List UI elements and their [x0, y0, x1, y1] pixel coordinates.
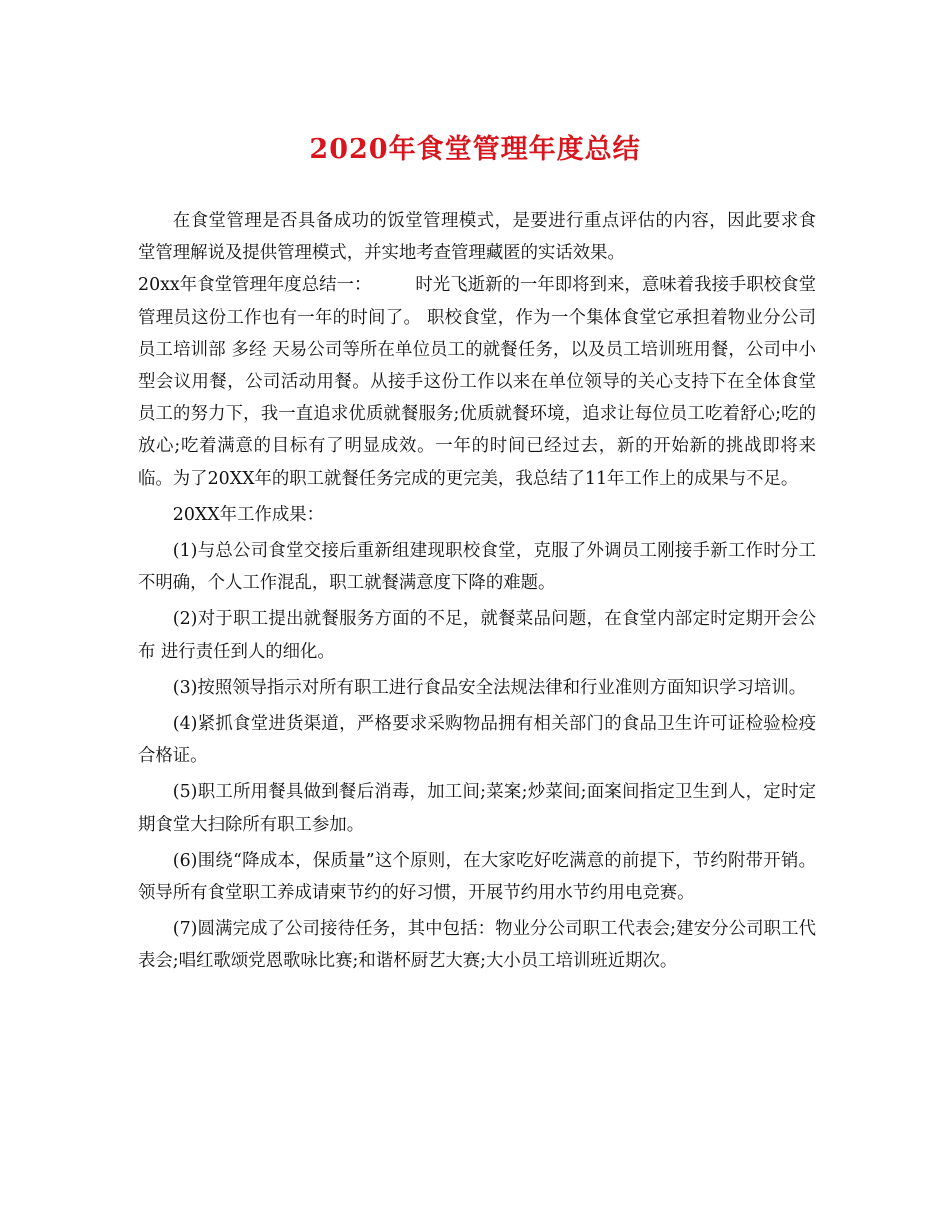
document-body	[138, 205, 816, 978]
document-title: 2020年食堂管理年度总结	[309, 134, 641, 165]
result-item-2: (2)对于职工提出就餐服务方面的不足，就餐菜品问题，在食堂内部定时定期开会公布 进行责任到人的细化。	[138, 609, 816, 662]
result-item-7: (7)圆满完成了公司接待任务，其中包括：物业分公司职工代表会;建安分公司职工代表会;唱红歌颂党恩歌咏比赛;和谐杯厨艺大赛;大小员工培训班近期次。	[138, 919, 816, 972]
intro-paragraph: 在食堂管理是否具备成功的饭堂管理模式，是要进行重点评估的内容，因此要求食堂管理解说及提供管理模式，并实地考查管理藏匿的实话效果。	[138, 211, 816, 264]
result-item-6: (6)围绕“降成本，保质量”这个原则，在大家吃好吃满意的前提下，节约附带开销。领导所有食堂职工养成请柬节约的好习惯，开展节约用水节约用电竞赛。	[138, 850, 816, 904]
result-item-4: (4)紧抓食堂进货渠道，严格要求采购物品拥有相关部门的食品卫生许可证检验检疫合格证。	[138, 714, 816, 767]
summary-label: 20xx年食堂管理年度总结一：	[138, 275, 372, 296]
results-heading: 20XX年工作成果：	[172, 504, 325, 525]
summary-paragraph	[138, 269, 816, 494]
summary-text: 时光飞逝新的一年即将到来，意味着我接手职校食堂管理员这份工作也有一年的时间了。 职校食堂，作为一个集体食堂它承担着物业分公司 员工培训部 多经 天易公司等所在单位员工的就餐任务，以及员工培训班用餐，公司中小型会议用餐，公司活动用餐。从接手这份工作以来在单位领导的关心支持下在全体食堂员工的努力下，我一直追求优质就餐服务;优质就餐环境，追求让每位员工吃着舒心;吃的放心;吃着满意的目标有了明显成效。一年的时间已经过去，新的开始新的挑战即将来临。为了20XX年的职工就餐任务完成的更完美，我总结了11年工作上的成果与不足。	[138, 275, 816, 489]
result-item-5: (5)职工所用餐具做到餐后消毒，加工间;菜案;炒菜间;面案间指定卫生到人，定时定期食堂大扫除所有职工参加。	[138, 782, 816, 835]
result-item-1: (1)与总公司食堂交接后重新组建现职校食堂，克服了外调员工刚接手新工作时分工不明确，个人工作混乱，职工就餐满意度下降的难题。	[138, 541, 816, 594]
result-item-3: (3)按照领导指示对所有职工进行食品安全法规法律和行业准则方面知识学习培训。	[172, 677, 807, 698]
